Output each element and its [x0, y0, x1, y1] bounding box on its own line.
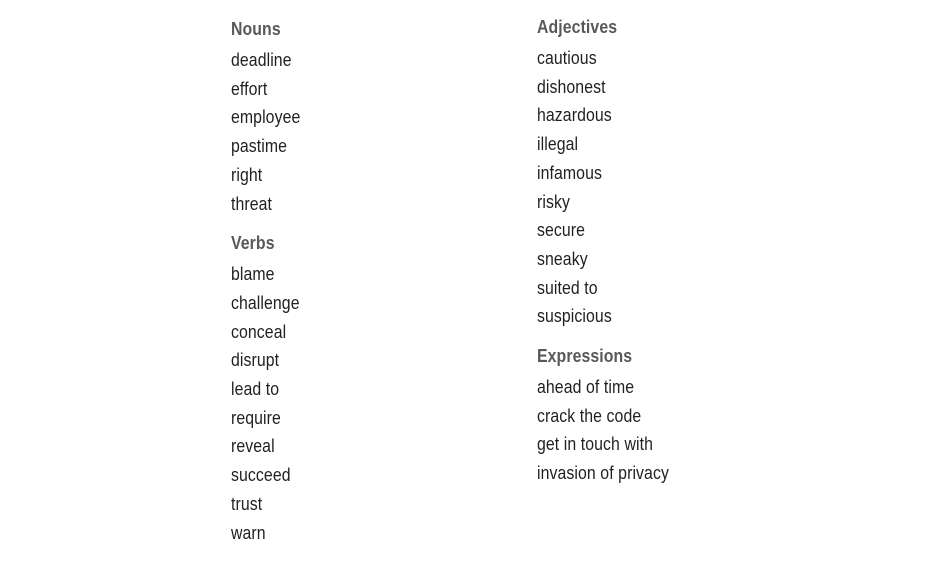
word-item: risky: [537, 191, 570, 212]
word-item: sneaky: [537, 248, 588, 269]
word-item: get in touch with: [537, 434, 653, 455]
word-item: suited to: [537, 277, 598, 298]
word-item: effort: [231, 78, 268, 99]
word-item: pastime: [231, 136, 288, 157]
word-item: reveal: [231, 436, 275, 457]
adjectives-word-list: [537, 44, 669, 331]
word-item: ahead of time: [537, 377, 635, 398]
word-item: lead to: [231, 379, 280, 400]
word-item: conceal: [231, 321, 287, 342]
word-item: crack the code: [537, 405, 642, 426]
word-item: invasion of privacy: [537, 463, 669, 484]
section-heading-expressions: Expressions: [537, 346, 633, 367]
word-column-right-inner: [537, 14, 669, 488]
verbs-word-list: [231, 260, 300, 547]
word-item: hazardous: [537, 105, 612, 126]
word-item: right: [231, 164, 263, 185]
word-column-left: [231, 16, 310, 547]
word-item: cautious: [537, 48, 597, 68]
section-heading-nouns: Nouns: [231, 19, 281, 39]
section-adjectives: [537, 14, 669, 331]
word-item: deadline: [231, 50, 292, 70]
word-column-right: [537, 14, 687, 488]
word-item: challenge: [231, 292, 300, 313]
word-item: secure: [537, 220, 586, 241]
word-item: dishonest: [537, 76, 606, 97]
word-item: succeed: [231, 465, 291, 486]
expressions-word-list: [537, 373, 669, 488]
word-item: infamous: [537, 162, 602, 183]
word-item: suspicious: [537, 306, 612, 327]
word-item: illegal: [537, 134, 579, 155]
word-column-left-inner: [231, 16, 300, 547]
word-item: require: [231, 407, 281, 428]
section-nouns: [231, 16, 300, 218]
nouns-word-list: [231, 46, 300, 218]
section-expressions: [537, 343, 669, 488]
section-heading-verbs: Verbs: [231, 233, 275, 254]
word-item: disrupt: [231, 350, 280, 371]
word-item: trust: [231, 493, 263, 514]
word-item: employee: [231, 107, 301, 128]
word-item: warn: [231, 522, 266, 543]
section-heading-adjectives: Adjectives: [537, 17, 618, 37]
word-item: threat: [231, 193, 273, 214]
word-item: blame: [231, 264, 275, 285]
section-verbs: [231, 230, 300, 547]
